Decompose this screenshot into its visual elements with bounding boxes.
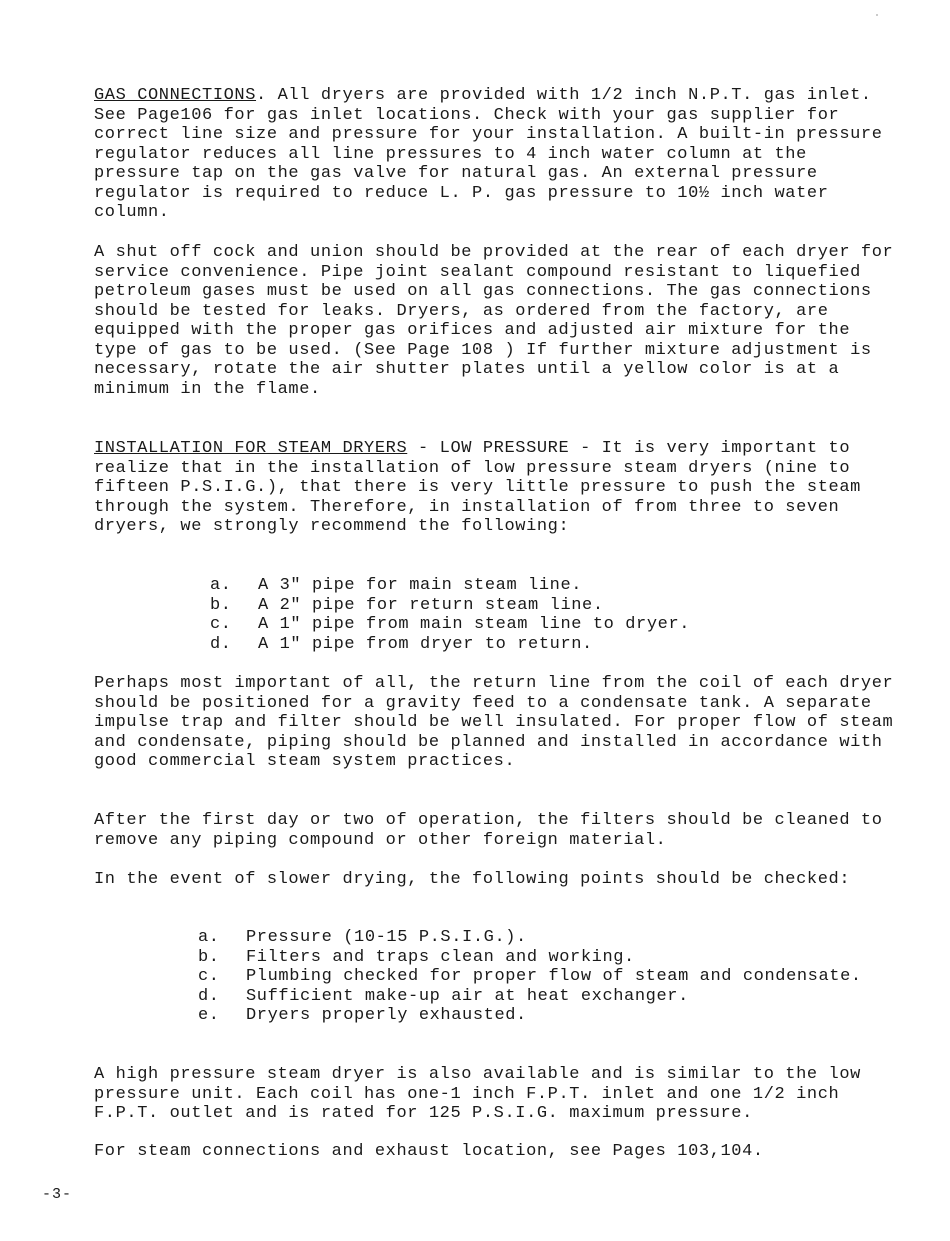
steam-connections-paragraph: For steam connections and exhaust location, see Pages 103,104. xyxy=(94,1142,764,1161)
list-item xyxy=(210,635,690,655)
list-marker: e. xyxy=(198,1006,220,1025)
list-marker: a. xyxy=(210,576,232,595)
list-text: Filters and traps clean and working. xyxy=(246,947,635,967)
scan-speck xyxy=(876,14,878,16)
list-text: A 1" pipe from dryer to return. xyxy=(258,634,593,654)
steam-installation-heading: INSTALLATION FOR STEAM DRYERS xyxy=(94,439,408,458)
list-item xyxy=(210,576,690,596)
list-marker: b. xyxy=(210,595,232,615)
slower-drying-paragraph: In the event of slower drying, the following points should be checked: xyxy=(94,870,851,889)
list-marker: d. xyxy=(210,634,232,654)
shut-off-cock-paragraph: A shut off cock and union should be provided at the rear of each dryer for service convenience. Pipe joint sealant compound resistant to liquefied petroleum gases must be used on all gas connections. The gas connections should be tested for leaks. Dryers, as ordered from the factory, are equipped with the proper gas orifices and adjusted air mixture for the type of gas to be used. (See Page 108 ) If further mixture adjustment is necessary, rotate the air shutter plates until a yellow color is at a minimum in the flame. xyxy=(94,243,894,399)
list-marker: c. xyxy=(210,615,232,634)
list-marker: a. xyxy=(198,928,220,947)
list-text: A 2" pipe for return steam line. xyxy=(258,595,604,615)
gas-connections-text: . All dryers are provided with 1/2 inch N.P.T. gas inlet. See Page106 for gas inlet locations. Check with your gas supplier for correct line size and pressure for your installation. A built-in pressure regulator reduces all line pressures to 4 inch water column at the pressure tap on the gas valve for natural gas. An external pressure regulator is required to reduce L. P. gas pressure to 10½ inch water column. xyxy=(94,86,883,222)
list-text: A 3" pipe for main steam line. xyxy=(258,576,583,595)
list-marker: c. xyxy=(198,967,220,986)
list-text: Plumbing checked for proper flow of steam and condensate. xyxy=(246,967,862,986)
list-text: Sufficient make-up air at heat exchanger. xyxy=(246,986,689,1006)
steam-installation-paragraph xyxy=(94,439,894,537)
steam-installation-text: - LOW PRESSURE - It is very important to realize that in the installation of low pressure steam dryers (nine to fifteen P.S.I.G.), that there is very little pressure to push the steam through the system. Therefore, in installation of from three to seven dryers, we strongly recommend the following: xyxy=(94,439,861,536)
list-item xyxy=(198,928,862,948)
list-text: A 1" pipe from main steam line to dryer. xyxy=(258,615,691,634)
gas-connections-paragraph xyxy=(94,86,894,223)
gas-connections-heading: GAS CONNECTIONS xyxy=(94,86,257,105)
filter-cleaning-paragraph: After the first day or two of operation, the filters should be cleaned to remove any piping compound or other foreign material. xyxy=(94,811,883,850)
list-text: Dryers properly exhausted. xyxy=(246,1006,527,1025)
list-item xyxy=(198,1006,862,1026)
high-pressure-paragraph: A high pressure steam dryer is also available and is similar to the low pressure unit. Each coil has one-1 inch F.P.T. inlet and one 1/2 inch F.P.T. outlet and is rated for 125 P.S.I.G. maximum pressure. xyxy=(94,1065,861,1123)
list-item xyxy=(210,615,690,635)
list-item xyxy=(198,948,862,968)
return-line-paragraph: Perhaps most important of all, the return line from the coil of each dryer should be positioned for a gravity feed to a condensate tank. A separate impulse trap and filter should be well insulated. For proper flow of steam and condensate, piping should be planned and installed in accordance with good commercial steam system practices. xyxy=(94,674,894,771)
checkpoint-list xyxy=(198,928,862,1026)
page-number: -3- xyxy=(42,1186,73,1203)
list-item xyxy=(198,987,862,1007)
list-marker: b. xyxy=(198,947,220,967)
list-text: Pressure (10-15 P.S.I.G.). xyxy=(246,928,527,947)
list-marker: d. xyxy=(198,986,220,1006)
pipe-size-list xyxy=(210,576,690,654)
list-item xyxy=(198,967,862,987)
list-item xyxy=(210,596,690,616)
